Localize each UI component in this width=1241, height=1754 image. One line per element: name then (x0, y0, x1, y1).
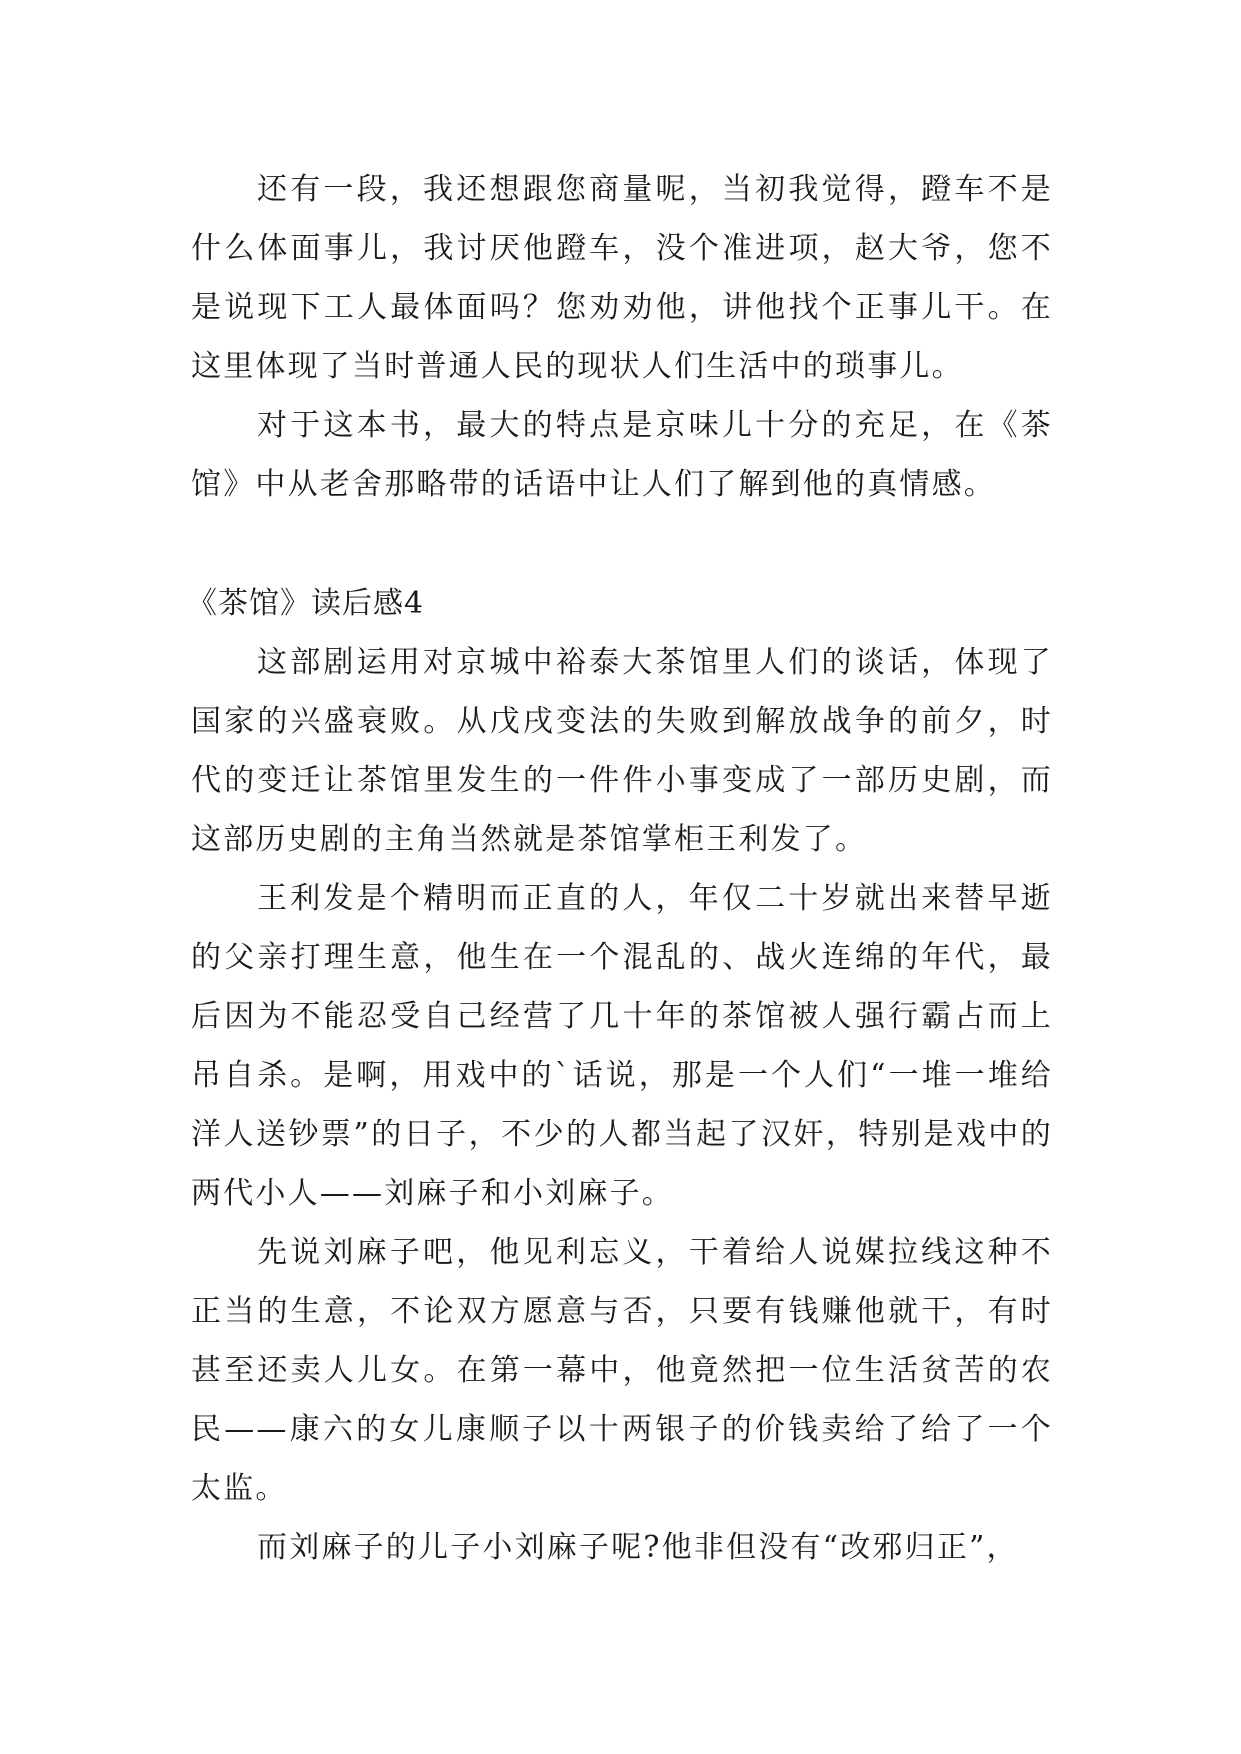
paragraph: 这部剧运用对京城中裕泰大茶馆里人们的谈话，体现了国家的兴盛衰败。从戊戌变法的失败到解放战争的前夕，时代的变迁让茶馆里发生的一件件小事变成了一部历史剧，而这部历史剧的主角当然就是茶馆掌柜王利发了。 (191, 645, 1053, 857)
section-title: 《茶馆》读后感4 (187, 586, 425, 621)
paragraph: 而刘麻子的儿子小刘麻子呢?他非但没有“改邪归正”， (257, 1530, 1019, 1565)
paragraph: 先说刘麻子吧，他见利忘义，干着给人说媒拉线这种不正当的生意，不论双方愿意与否，只要有钱赚他就干，有时甚至还卖人儿女。在第一幕中，他竟然把一位生活贫苦的农民——康六的女儿康顺子以十两银子的价钱卖给了给了一个太监。 (191, 1235, 1053, 1506)
document-page (187, 160, 1053, 1577)
paragraph: 还有一段，我还想跟您商量呢，当初我觉得，蹬车不是什么体面事儿，我讨厌他蹬车，没个准进项，赵大爷，您不是说现下工人最体面吗？您劝劝他，讲他找个正事儿干。在这里体现了当时普通人民的现状人们生活中的琐事儿。 (191, 172, 1053, 384)
paragraph: 对于这本书，最大的特点是京味儿十分的充足，在《茶馆》中从老舍那略带的话语中让人们了解到他的真情感。 (191, 408, 1053, 502)
paragraph: 王利发是个精明而正直的人，年仅二十岁就出来替早逝的父亲打理生意，他生在一个混乱的、战火连绵的年代，最后因为不能忍受自己经营了几十年的茶馆被人强行霸占而上吊自杀。是啊，用戏中的`话说，那是一个人们“一堆一堆给洋人送钞票”的日子，不少的人都当起了汉奸，特别是戏中的两代小人——刘麻子和小刘麻子。 (191, 881, 1053, 1211)
